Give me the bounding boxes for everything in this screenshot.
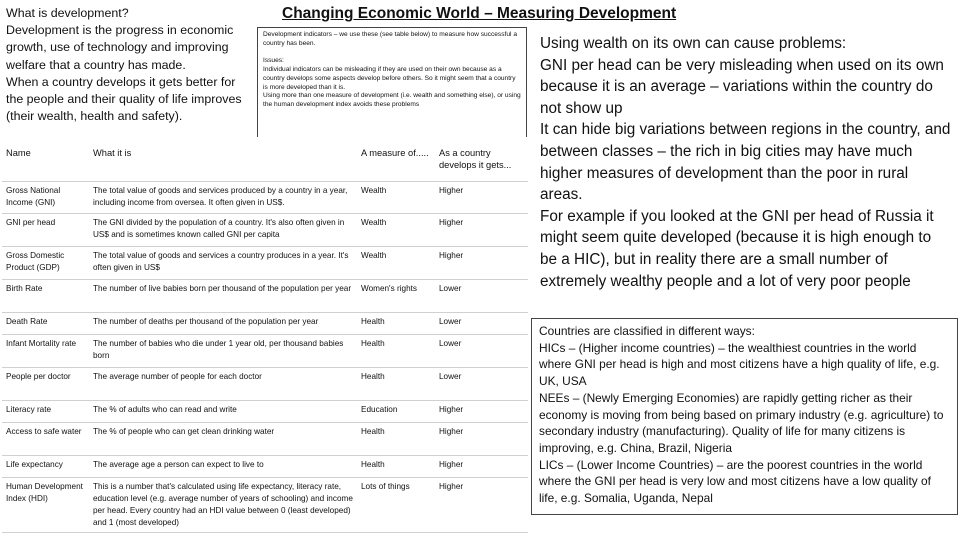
cell-measure: Health: [357, 455, 435, 477]
cell-develops: Lower: [435, 334, 528, 367]
cell-what: The number of deaths per thousand of the population per year: [89, 312, 357, 334]
cell-measure: Health: [357, 312, 435, 334]
table-row: [2, 367, 528, 400]
header-name: Name: [2, 137, 89, 181]
table-row: [2, 400, 528, 422]
cell-develops: Higher: [435, 213, 528, 246]
cell-develops: Lower: [435, 312, 528, 334]
wealth-heading: Using wealth on its own can cause problems:: [540, 35, 847, 52]
cell-name: Life expectancy: [2, 455, 89, 477]
nees-text: NEEs – (Newly Emerging Economies) are rapidly getting richer as their economy is moving from being based on primary industry (e.g. agriculture) to secondary industry (manufacturing). Quality of life for many citizens is improving, e.g. China, Brazil, Nigeria: [539, 390, 944, 455]
cell-develops: Lower: [435, 367, 528, 400]
development-heading: What is development?: [6, 6, 129, 20]
header-develops: As a country develops it gets...: [435, 137, 528, 181]
cell-develops: Higher: [435, 422, 528, 455]
table-row: [2, 279, 528, 312]
cell-develops: Higher: [435, 181, 528, 213]
table-header-row: [2, 137, 528, 181]
cell-name: People per doctor: [2, 367, 89, 400]
cell-name: Gross Domestic Product (GDP): [2, 246, 89, 279]
lics-text: LICs – (Lower Income Countries) – are the poorest countries in the world where the GNI per head is very low and most citizens have a low quality of life, e.g. Somalia, Uganda, Nepal: [539, 457, 931, 506]
classification-heading: Countries are classified in different ways:: [539, 324, 755, 338]
cell-develops: Lower: [435, 279, 528, 312]
table-row: [2, 213, 528, 246]
country-classification-box: [531, 318, 958, 515]
development-definition: Development is the progress in economic growth, use of technology and improving welfare that a country has made.: [6, 23, 234, 72]
cell-name: Human Development Index (HDI): [2, 477, 89, 532]
cell-what: The number of live babies born per thousand of the population per year: [89, 279, 357, 312]
cell-name: Gross National Income (GNI): [2, 181, 89, 213]
cell-what: The average age a person can expect to live to: [89, 455, 357, 477]
issues-solution: Using more than one measure of development (i.e. wealth and something else), or using the human development index avoids these problems: [263, 92, 521, 108]
cell-name: Birth Rate: [2, 279, 89, 312]
header-what: What it is: [89, 137, 357, 181]
header-measure: A measure of.....: [357, 137, 435, 181]
table-row: [2, 477, 528, 532]
cell-name: Infant Mortality rate: [2, 334, 89, 367]
cell-measure: Wealth: [357, 181, 435, 213]
cell-what: The % of people who can get clean drinking water: [89, 422, 357, 455]
cell-what: The % of adults who can read and write: [89, 400, 357, 422]
page-title: Changing Economic World – Measuring Development: [282, 5, 702, 23]
wealth-para-russia: For example if you looked at the GNI per head of Russia it might seem quite developed (because it is high enough to be a HIC), but in reality there are a small number of extremely wealthy people and a lot of very poor people: [540, 207, 934, 290]
cell-measure: Education: [357, 400, 435, 422]
table-row: [2, 334, 528, 367]
development-definition-box: [2, 2, 252, 130]
cell-measure: Lots of things: [357, 477, 435, 532]
cell-develops: Higher: [435, 400, 528, 422]
table-row: [2, 422, 528, 455]
cell-name: Access to safe water: [2, 422, 89, 455]
development-indicators-box: [257, 27, 527, 144]
cell-what: This is a number that's calculated using life expectancy, literacy rate, education level (e.g. average number of years of schooling) and income per head. Every country had an HDI value between 0 (least developed) and 1 (most developed): [89, 477, 357, 532]
cell-what: The number of babies who die under 1 year old, per thousand babies born: [89, 334, 357, 367]
cell-name: Literacy rate: [2, 400, 89, 422]
table-row: [2, 181, 528, 213]
table-row: [2, 312, 528, 334]
cell-name: Death Rate: [2, 312, 89, 334]
indicators-intro: Development indicators – we use these (see table below) to measure how successful a country has been.: [263, 31, 517, 47]
cell-develops: Higher: [435, 455, 528, 477]
cell-develops: Higher: [435, 477, 528, 532]
cell-develops: Higher: [435, 246, 528, 279]
cell-measure: Women's rights: [357, 279, 435, 312]
hics-text: HICs – (Higher income countries) – the wealthiest countries in the world where GNI per head is high and most citizens have a high quality of life, e.g. UK, USA: [539, 340, 940, 389]
cell-name: GNI per head: [2, 213, 89, 246]
development-when-develops: When a country develops it gets better for the people and their quality of life improves (their wealth, health and safety).: [6, 74, 242, 124]
table-row: [2, 455, 528, 477]
wealth-para-variations: It can hide big variations between regions in the country, and between classes – the rich in big cities may have much higher measures of development than the poor in rural areas.: [540, 121, 951, 204]
indicators-table: [2, 137, 528, 533]
wealth-para-average: GNI per head can be very misleading when used on its own because it is an average – variations within the country do not show up: [540, 56, 944, 117]
indicators-table-container: [2, 137, 528, 537]
issues-text: Individual indicators can be misleading if they are used on their own because as a country develops some aspects develop before others. So it might seem that a country is more developed than it is.: [263, 66, 516, 91]
cell-measure: Health: [357, 367, 435, 400]
table-row: [2, 246, 528, 279]
cell-what: The average number of people for each doctor: [89, 367, 357, 400]
wealth-problems-box: [536, 33, 956, 315]
cell-measure: Wealth: [357, 213, 435, 246]
issues-heading: Issues:: [263, 57, 284, 65]
cell-what: The total value of goods and services produced by a country in a year, including income from oversea. It often given in US$.: [89, 181, 357, 213]
cell-measure: Wealth: [357, 246, 435, 279]
cell-measure: Health: [357, 334, 435, 367]
cell-what: The GNI divided by the population of a country. It's also often given in US$ and is sometimes known called GNI per capita: [89, 213, 357, 246]
cell-measure: Health: [357, 422, 435, 455]
cell-what: The total value of goods and services a country produces in a year. It's often given in US$: [89, 246, 357, 279]
